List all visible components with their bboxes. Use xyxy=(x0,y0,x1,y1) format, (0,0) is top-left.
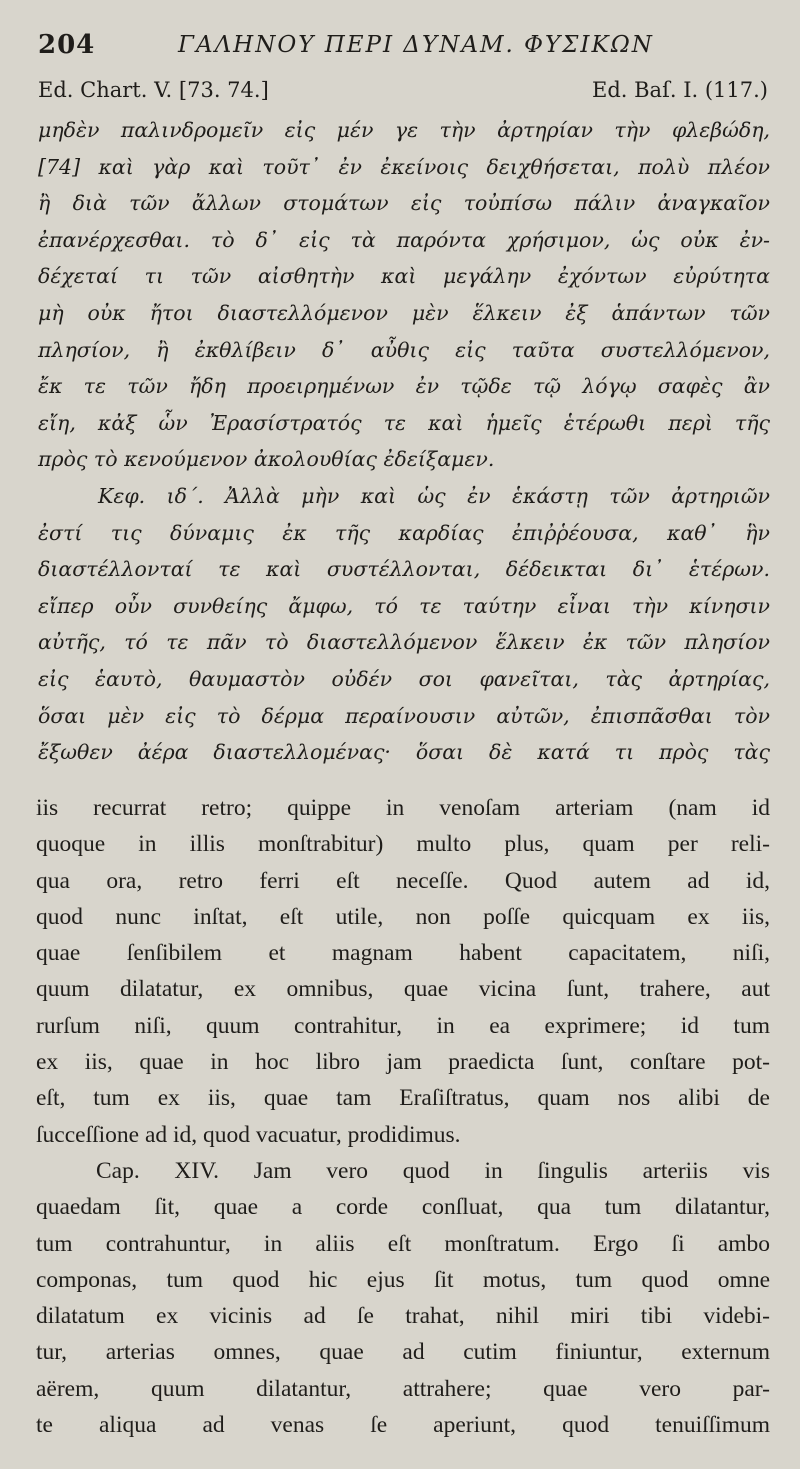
greek-line: διαστέλλονταί τε καὶ συστέλλονται, δέδεικται δι᾽ ἑτέρων. xyxy=(38,557,770,582)
latin-line: dilatatum ex vicinis ad ſe trahat, nihil miri tibi videbi- xyxy=(36,1303,770,1330)
latin-line: componas, tum quod hic ejus ſit motus, tum quod omne xyxy=(36,1266,770,1293)
edition-reference-line xyxy=(38,78,768,112)
latin-line: quod nunc inſtat, eſt utile, non poſſe quicquam ex iis, xyxy=(36,903,770,930)
greek-line: αὐτῆς, τό τε πᾶν τὸ διαστελλόμενον ἕλκειν ἐκ τῶν πλησίον xyxy=(38,630,770,655)
greek-line: δέχεταί τι τῶν αἰσθητὴν καὶ μεγάλην ἐχόντων εὐρύτητα xyxy=(38,264,770,289)
greek-line: εἰς ἑαυτὸ, θαυμαστὸν οὐδέν σοι φανεῖται, τὰς ἀρτηρίας, xyxy=(38,666,770,691)
greek-line: μὴ οὐκ ἤτοι διαστελλόμενον μὲν ἕλκειν ἐξ ἁπάντων τῶν xyxy=(38,300,770,325)
greek-line: εἴη, κἀξ ὧν Ἐρασίστρατός τε καὶ ἡμεῖς ἑτέρωθι περὶ τῆς xyxy=(38,410,770,435)
latin-text-block xyxy=(36,790,770,1443)
latin-line: qua ora, retro ferri eſt neceſſe. Quod autem ad id, xyxy=(36,867,770,894)
greek-line: ἢ διὰ τῶν ἄλλων στομάτων εἰς τοὐπίσω πάλιν ἀναγκαῖον xyxy=(38,191,770,216)
running-title: ΓΑΛΗΝΟΥ ΠΕΡΙ ΔΥΝΑΜ. ΦΥΣΙΚΩΝ xyxy=(178,32,654,58)
greek-line: ὅσαι μὲν εἰς τὸ δέρμα περαίνουσιν αὐτῶν, ἐπισπᾶσθαι τὸν xyxy=(38,703,770,728)
greek-line: ἐπανέρχεσθαι. τὸ δ᾽ εἰς τὰ παρόντα χρήσιμον, ὡς οὐκ ἐν- xyxy=(38,227,770,252)
greek-chapter-heading-line: Κεφ. ιδ΄. Ἀλλὰ μὴν καὶ ὡς ἐν ἑκάστῃ τῶν ἀρτηριῶν xyxy=(98,483,770,508)
latin-line: ex iis, quae in hoc libro jam praedicta ſunt, conſtare pot- xyxy=(36,1049,770,1076)
greek-line: [74] καὶ γὰρ καὶ τοῦτ᾽ ἐν ἐκείνοις δειχθήσεται, πολὺ πλέον xyxy=(38,154,770,179)
greek-line: ἔξωθεν ἀέρα διαστελλομένας· ὅσαι δὲ κατά τι πρὸς τὰς xyxy=(38,740,770,765)
latin-line: te aliqua ad venas ſe aperiunt, quod tenuiſſimum xyxy=(36,1412,770,1439)
edition-chart-reference: Ed. Chart. V. [73. 74.] xyxy=(38,78,269,102)
latin-line: iis recurrat retro; quippe in venoſam arteriam (nam id xyxy=(36,795,770,821)
page-number: 204 xyxy=(38,30,96,60)
greek-line: εἴπερ οὖν συνθείης ἄμφω, τό τε ταύτην εἶναι τὴν κίνησιν xyxy=(38,593,770,618)
latin-line: aërem, quum dilatantur, attrahere; quae vero par- xyxy=(36,1375,770,1402)
greek-line: μηδὲν παλινδρομεῖν εἰς μέν γε τὴν ἀρτηρίαν τὴν φλεβώδη, xyxy=(38,118,770,142)
latin-chapter-heading-line: Cap. XIV. Jam vero quod in ſingulis arteriis vis xyxy=(96,1157,770,1184)
latin-line: quaedam ſit, quae a corde conſluat, qua tum dilatantur, xyxy=(36,1194,770,1221)
greek-line: ἐστί τις δύναμις ἐκ τῆς καρδίας ἐπιῤῥέουσα, καθ᾽ ἣν xyxy=(38,520,770,545)
latin-line: tum contrahuntur, in aliis eſt monſtratum. Ergo ſi ambo xyxy=(36,1230,770,1257)
latin-line: quoque in illis monſtrabitur) multo plus, quam per reli- xyxy=(36,831,770,858)
greek-line: ἔκ τε τῶν ἤδη προειρημένων ἐν τῷδε τῷ λόγῳ σαφὲς ἂν xyxy=(38,374,770,399)
latin-line: eſt, tum ex iis, quae tam Eraſiſtratus, quam nos alibi de xyxy=(36,1085,770,1112)
latin-line: quum dilatatur, ex omnibus, quae vicina ſunt, trahere, aut xyxy=(36,976,770,1003)
greek-text-block xyxy=(38,112,770,771)
latin-line: tur, arterias omnes, quae ad cutim finiuntur, externum xyxy=(36,1339,770,1366)
greek-line: πρὸς τὸ κενούμενον ἀκολουθίας ἐδείξαμεν. xyxy=(38,447,495,472)
greek-line: πλησίον, ἢ ἐκθλίβειν δ᾽ αὖθις εἰς ταῦτα συστελλόμενον, xyxy=(38,337,770,362)
edition-basel-reference: Ed. Baſ. I. (117.) xyxy=(592,78,768,102)
page-header xyxy=(38,26,768,66)
latin-line: quae ſenſibilem et magnam habent capacitatem, niſi, xyxy=(36,940,770,967)
latin-line: ſucceſſione ad id, quod vacuatur, prodidimus. xyxy=(36,1121,461,1148)
latin-line: rurſum niſi, quum contrahitur, in ea exprimere; id tum xyxy=(36,1012,770,1039)
